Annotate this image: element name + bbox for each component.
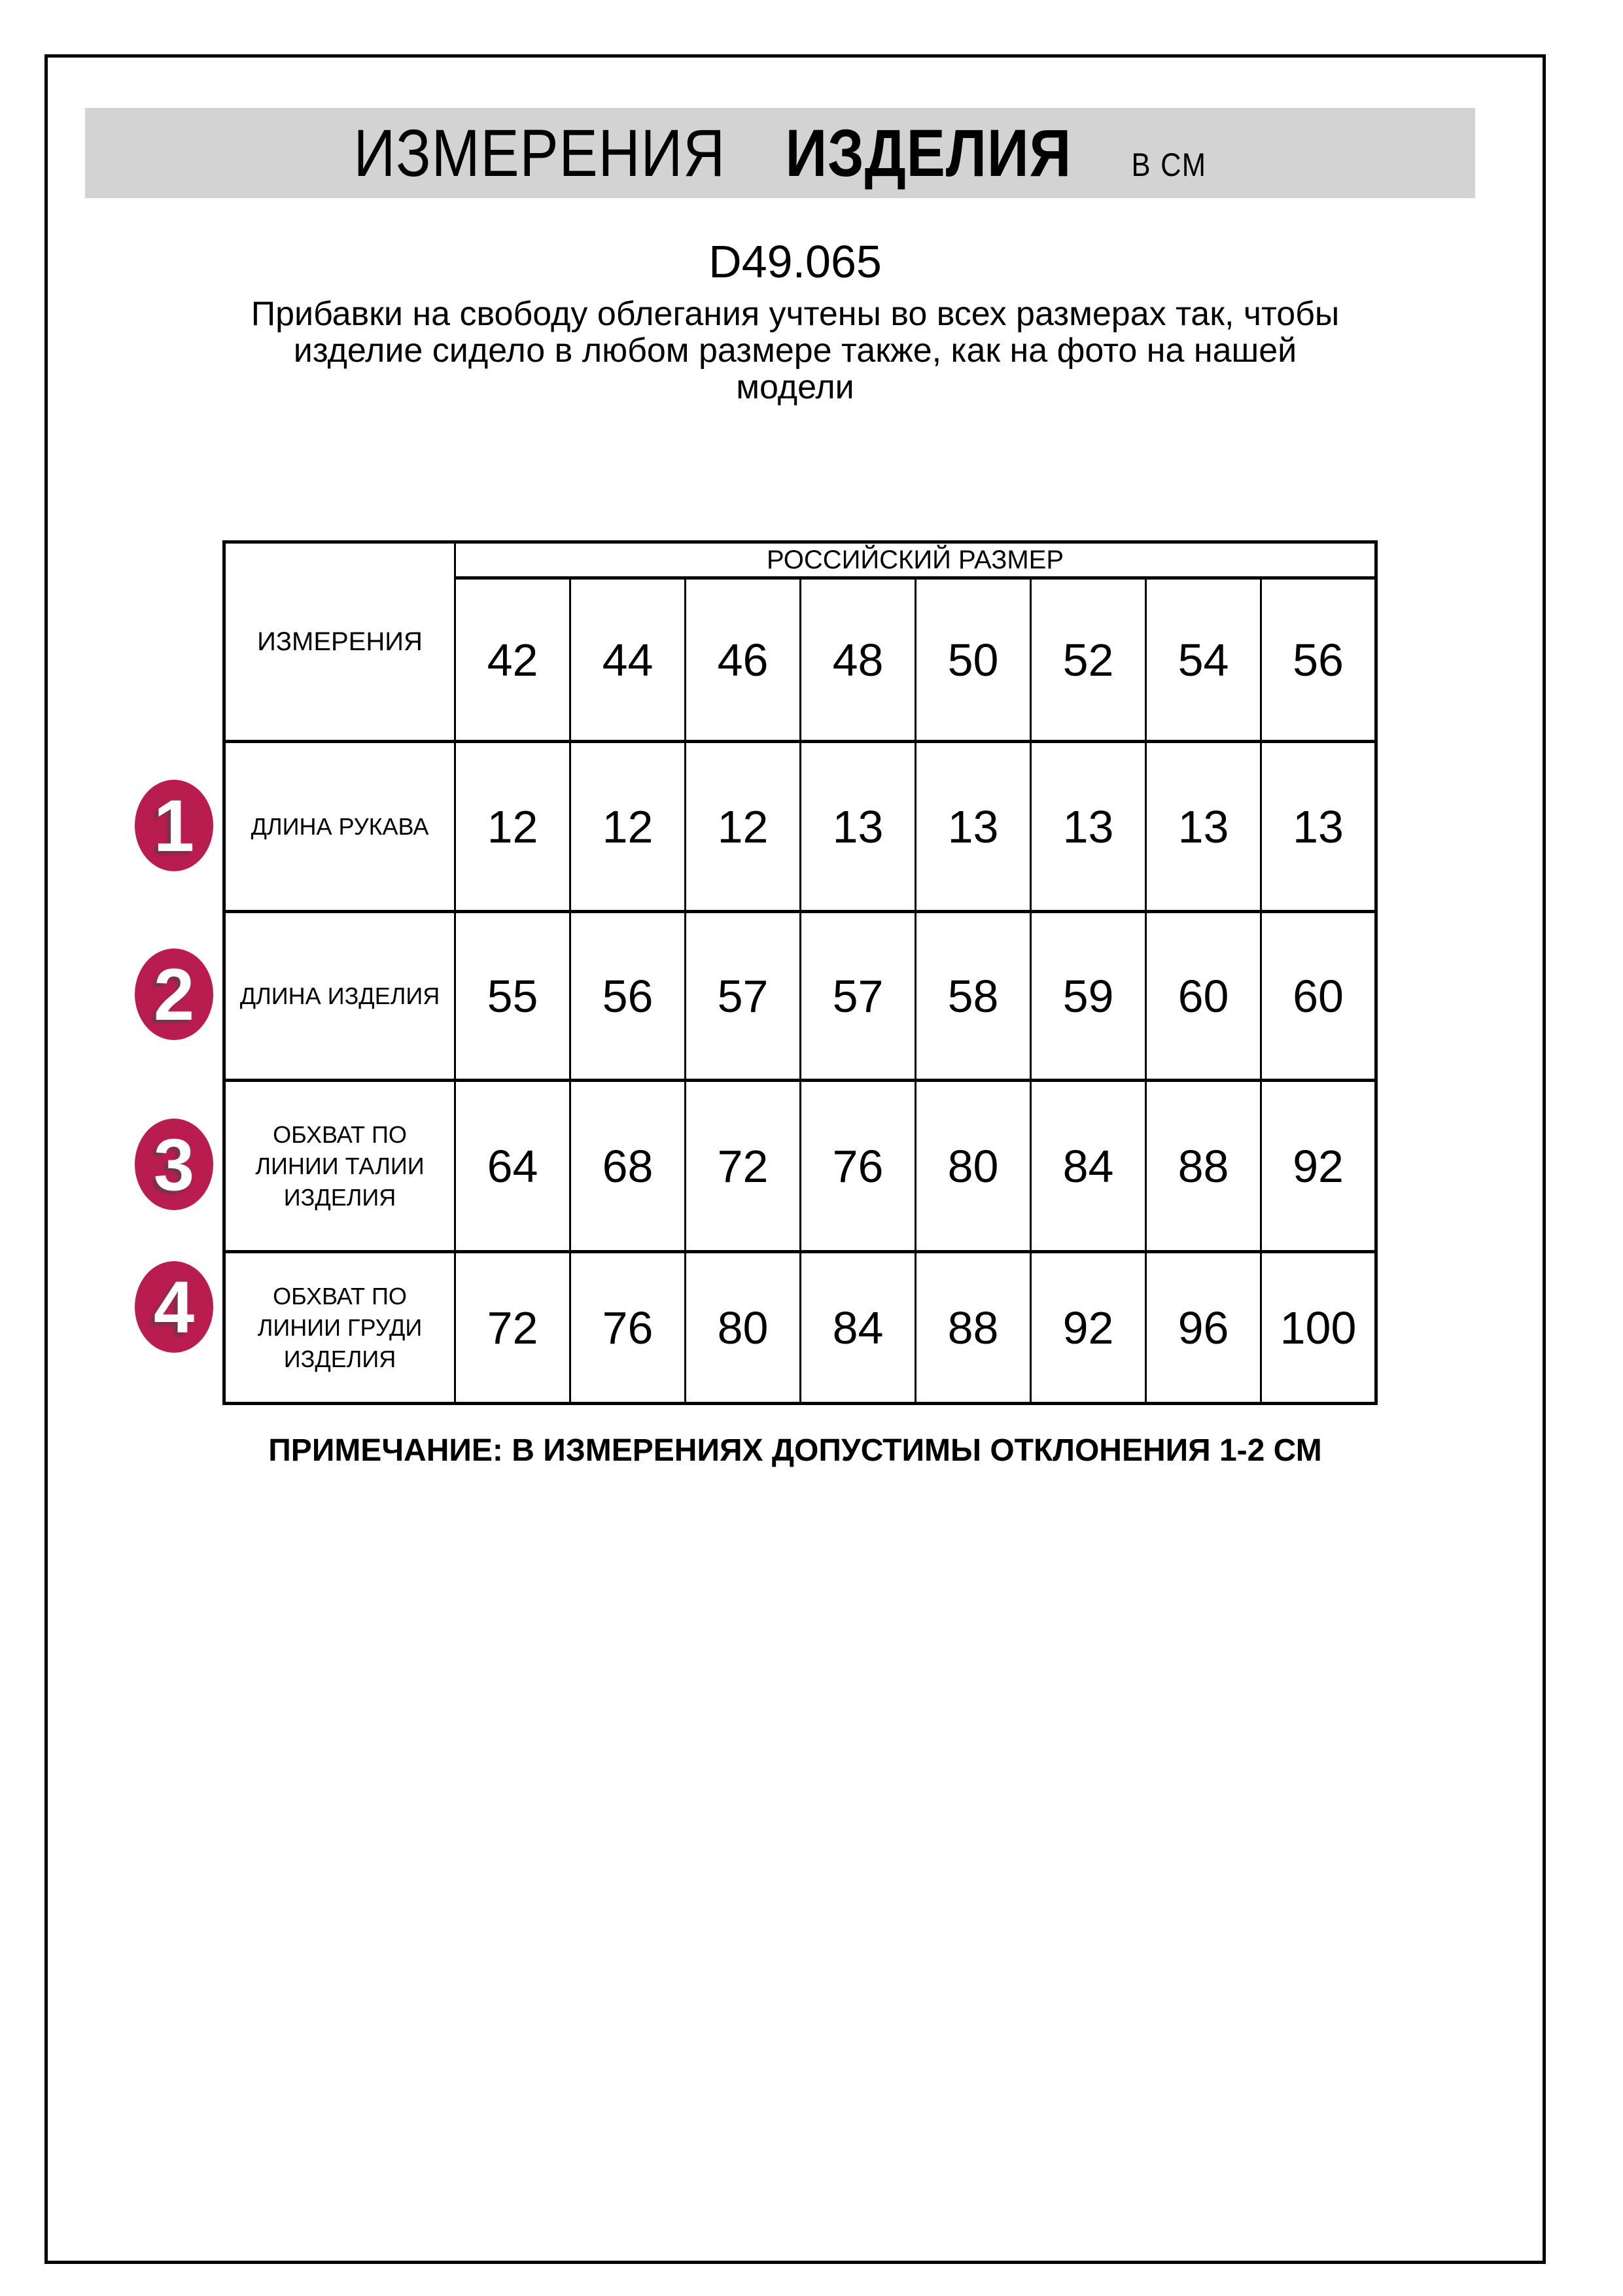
size-column-header: 44 [570,578,686,742]
size-column-header: 52 [1031,578,1146,742]
table-cell: 80 [686,1252,801,1404]
table-cell: 13 [1146,742,1261,912]
row-number-badge-3: 3 [135,1119,213,1210]
measurements-table [222,540,1378,1405]
table-cell: 57 [686,912,801,1081]
size-column-header: 56 [1261,578,1376,742]
table-cell: 60 [1261,912,1376,1081]
table-row [224,1081,1376,1252]
size-column-header: 42 [455,578,570,742]
table-cell: 88 [1146,1081,1261,1252]
table-cell: 84 [801,1252,916,1404]
fit-description-line: модели [736,368,854,406]
table-cell: 76 [570,1252,686,1404]
table-cell: 59 [1031,912,1146,1081]
table-cell: 12 [570,742,686,912]
title-product-word: ИЗДЕЛИЯ [785,115,1072,190]
fit-description-line: изделие сидело в любом размере также, как на фото на нашей [293,332,1297,370]
fit-description [44,296,1546,406]
table-row [224,742,1376,912]
size-column-header: 54 [1146,578,1261,742]
table-cell: 13 [1031,742,1146,912]
tolerance-note: ПРИМЕЧАНИЕ: В ИЗМЕРЕНИЯХ ДОПУСТИМЫ ОТКЛОНЕНИЯ 1-2 СМ [268,1433,1322,1468]
table-cell: 55 [455,912,570,1081]
table-cell: 13 [801,742,916,912]
row-number-badge-1: 1 [135,780,213,871]
size-column-header: 46 [686,578,801,742]
table-cell: 84 [1031,1081,1146,1252]
table-cell: 56 [570,912,686,1081]
table-cell: 12 [686,742,801,912]
table-cell: 92 [1261,1081,1376,1252]
table-cell: 13 [1261,742,1376,912]
table-cell: 100 [1261,1252,1376,1404]
table-cell: 92 [1031,1252,1146,1404]
row-label-waist-girth: ОБХВАТ ПО ЛИНИИ ТАЛИИ ИЗДЕЛИЯ [224,1081,455,1252]
table-cell: 60 [1146,912,1261,1081]
row-label-sleeve-length: ДЛИНА РУКАВА [224,742,455,912]
title-bar [85,108,1475,198]
row-label-garment-length: ДЛИНА ИЗДЕЛИЯ [224,912,455,1081]
table-row [224,542,1376,578]
table-cell: 88 [916,1252,1031,1404]
russian-size-group-header: РОССИЙСКИЙ РАЗМЕР [455,542,1376,578]
row-number-badge-2: 2 [135,948,213,1040]
table-cell: 68 [570,1081,686,1252]
model-code: D49.065 [708,236,882,287]
title-line [353,115,1206,192]
table-cell: 57 [801,912,916,1081]
table-cell: 72 [455,1252,570,1404]
title-unit-label: В СМ [1131,146,1207,183]
row-number-badge-4: 4 [135,1261,213,1353]
table-row [224,1252,1376,1404]
table-cell: 96 [1146,1252,1261,1404]
table-cell: 76 [801,1081,916,1252]
size-column-header: 48 [801,578,916,742]
table-cell: 13 [916,742,1031,912]
table-cell: 58 [916,912,1031,1081]
table-cell: 80 [916,1081,1031,1252]
title-measurements-word: ИЗМЕРЕНИЯ [353,115,726,190]
fit-description-line: Прибавки на свободу облегания учтены во всех размерах так, чтобы [251,295,1340,333]
measurements-column-header: ИЗМЕРЕНИЯ [224,542,455,742]
table-cell: 12 [455,742,570,912]
size-column-header: 50 [916,578,1031,742]
row-label-chest-girth: ОБХВАТ ПО ЛИНИИ ГРУДИ ИЗДЕЛИЯ [224,1252,455,1404]
table-cell: 64 [455,1081,570,1252]
table-row [224,912,1376,1081]
table-cell: 72 [686,1081,801,1252]
